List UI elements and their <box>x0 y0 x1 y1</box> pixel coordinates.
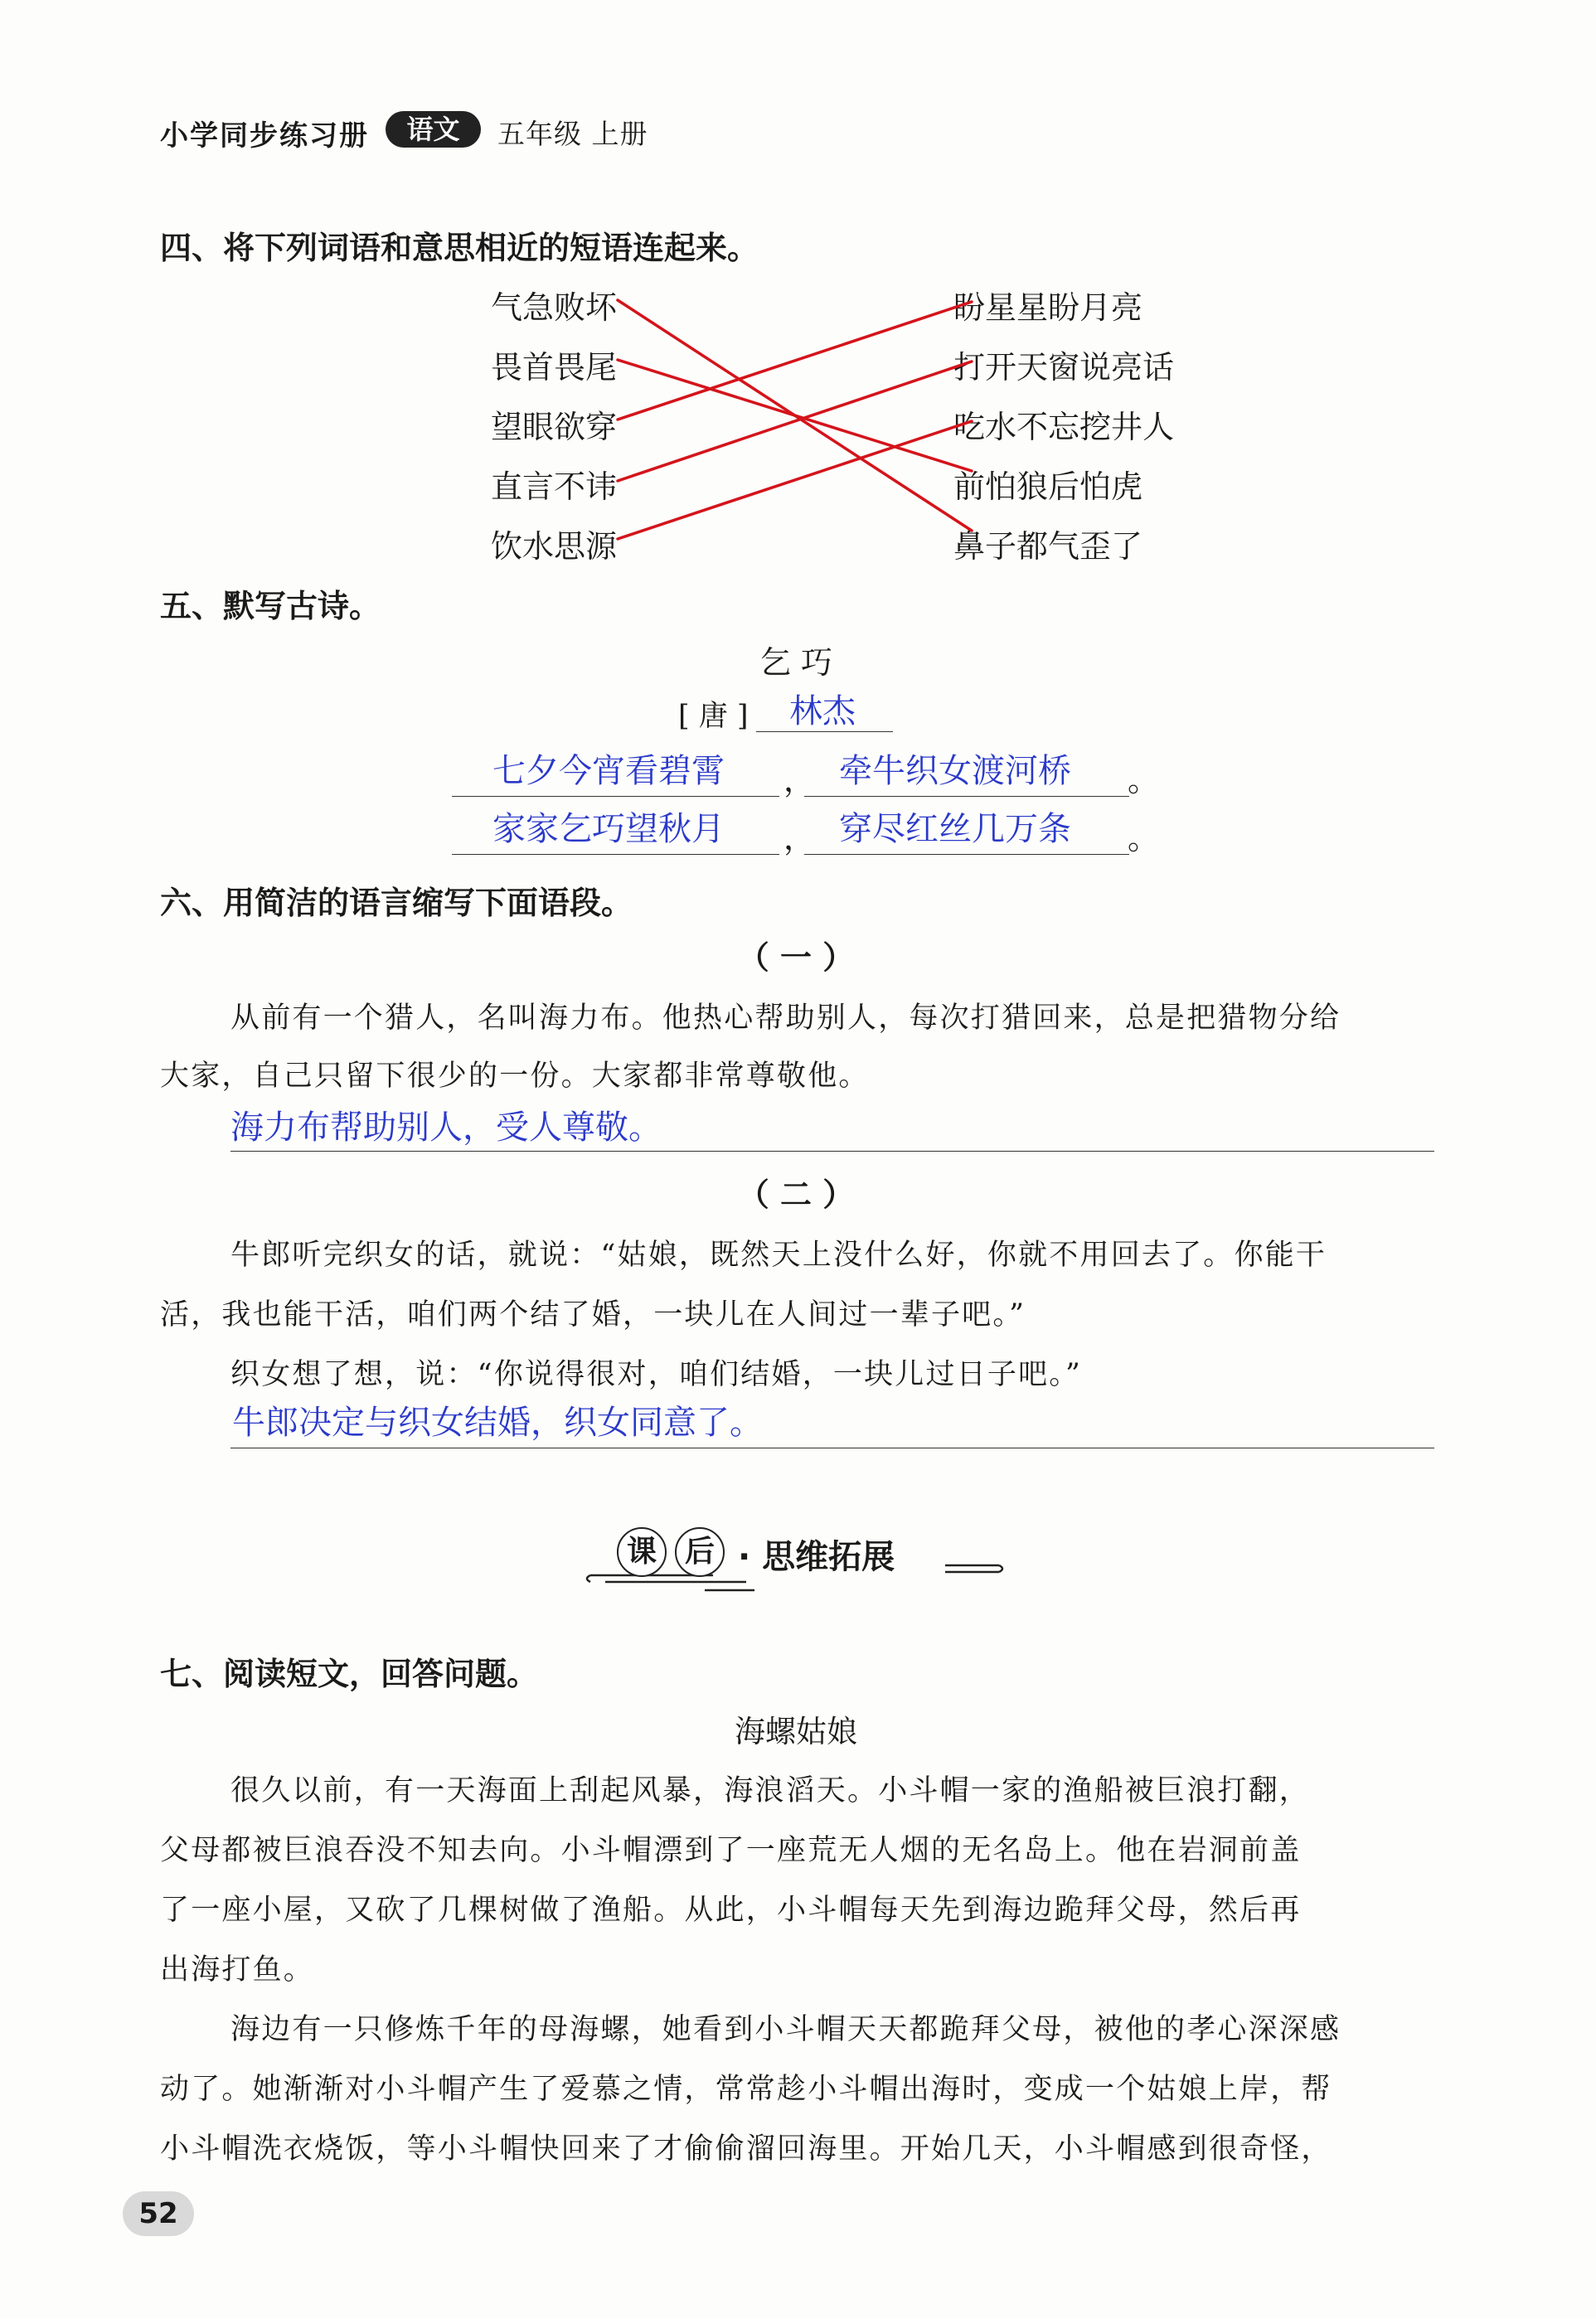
poem-underline <box>452 796 779 797</box>
left-word: 饮水思源 <box>491 528 618 565</box>
story-line: 父母都被巨浪吞没不知去向。小斗帽漂到了一座荒无人烟的无名岛上。他在岩洞前盖 <box>160 1834 1302 1867</box>
story-title: 海螺姑娘 <box>735 1714 857 1749</box>
part-1-answer: 海力布帮助别人，受人尊敬。 <box>230 1109 662 1147</box>
banner-title: · 思维拓展 <box>738 1538 895 1576</box>
right-phrase: 打开天窗说亮话 <box>953 349 1175 386</box>
story-line: 出海打鱼。 <box>160 1953 315 1987</box>
left-word: 望眼欲穿 <box>491 409 618 445</box>
match-line-2-4 <box>618 360 972 471</box>
poem-dynasty: [ 唐 ] <box>678 700 749 733</box>
matching-lines <box>0 0 1596 663</box>
part-2-text-line: 牛郎听完织女的话，就说：“姑娘，既然天上没什么好，你就不用回去了。你能干 <box>230 1239 1327 1272</box>
left-word: 气急败坏 <box>491 289 618 326</box>
poem-underline <box>804 796 1129 797</box>
right-phrase: 盼星星盼月亮 <box>953 289 1143 326</box>
part-1-text-line: 从前有一个猎人，名叫海力布。他热心帮助别人，每次打猎回来，总是把猎物分给 <box>230 1002 1341 1035</box>
left-word: 直言不讳 <box>491 468 618 505</box>
subject-badge: 语文 <box>386 111 481 148</box>
right-phrase: 鼻子都气歪了 <box>953 528 1143 565</box>
left-word: 畏首畏尾 <box>491 349 618 386</box>
story-line: 海边有一只修炼千年的母海螺，她看到小斗帽天天都跪拜父母，被他的孝心深深感 <box>230 2013 1341 2046</box>
poem-line-1: 七夕今宵看碧霄 <box>492 752 725 790</box>
poem-line-4: 穿尽红丝几万条 <box>839 810 1071 848</box>
poem-line-2: 牵牛织女渡河桥 <box>839 752 1071 790</box>
part-2-answer: 牛郎决定与织女结婚，织女同意了。 <box>232 1404 763 1442</box>
poem-comma: ， <box>783 762 816 798</box>
section-5-title: 五、默写古诗。 <box>160 588 381 624</box>
story-line: 动了。她渐渐对小斗帽产生了爱慕之情，常常趁小斗帽出海时，变成一个姑娘上岸，帮 <box>160 2073 1332 2106</box>
story-line: 很久以前，有一天海面上刮起风暴，海浪滔天。小斗帽一家的渔船被巨浪打翻， <box>230 1774 1311 1807</box>
poem-underline <box>452 854 779 855</box>
banner-char-hou: 后 <box>675 1527 725 1577</box>
page-number: 52 <box>123 2191 194 2236</box>
part-2-text-line: 织女想了想，说：“你说得很对，咱们结婚，一块儿过日子吧。” <box>230 1358 1083 1391</box>
answer-underline <box>230 1151 1434 1152</box>
poem-title: 乞 巧 <box>759 644 833 681</box>
right-phrase: 吃水不忘挖井人 <box>953 409 1175 445</box>
poem-period: 。 <box>1128 762 1160 798</box>
poem-underline <box>804 854 1129 855</box>
poem-line-3: 家家乞巧望秋月 <box>492 810 725 848</box>
story-line: 了一座小屋，又砍了几棵树做了渔船。从此，小斗帽每天先到海边跪拜父母，然后再 <box>160 1894 1302 1927</box>
poem-comma: ， <box>783 820 816 856</box>
grade-label: 五年级 上册 <box>497 118 648 150</box>
right-phrase: 前怕狼后怕虎 <box>953 468 1143 505</box>
story-line: 小斗帽洗衣烧饭，等小斗帽快回来了才偷偷溜回海里。开始几天，小斗帽感到很奇怪， <box>160 2132 1332 2166</box>
part-2-label: （ 二 ） <box>737 1176 855 1213</box>
poem-period: 。 <box>1128 820 1160 856</box>
match-line-5-3 <box>618 421 972 539</box>
author-underline <box>756 731 893 732</box>
book-series-title: 小学同步练习册 <box>160 119 369 153</box>
part-2-text-line: 活，我也能干活，咱们两个结了婚，一块儿在人间过一辈子吧。” <box>160 1298 1026 1332</box>
section-4-title: 四、将下列词语和意思相近的短语连起来。 <box>160 230 759 266</box>
banner-char-ke: 课 <box>617 1527 667 1577</box>
match-line-3-1 <box>618 302 972 420</box>
part-1-label: （ 一 ） <box>737 939 855 976</box>
poem-author: 林杰 <box>789 692 856 730</box>
section-7-title: 七、阅读短文，回答问题。 <box>160 1656 539 1692</box>
part-1-text-line: 大家，自己只留下很少的一份。大家都非常尊敬他。 <box>160 1060 870 1093</box>
match-line-4-2 <box>618 361 972 481</box>
section-6-title: 六、用简洁的语言缩写下面语段。 <box>160 885 633 921</box>
